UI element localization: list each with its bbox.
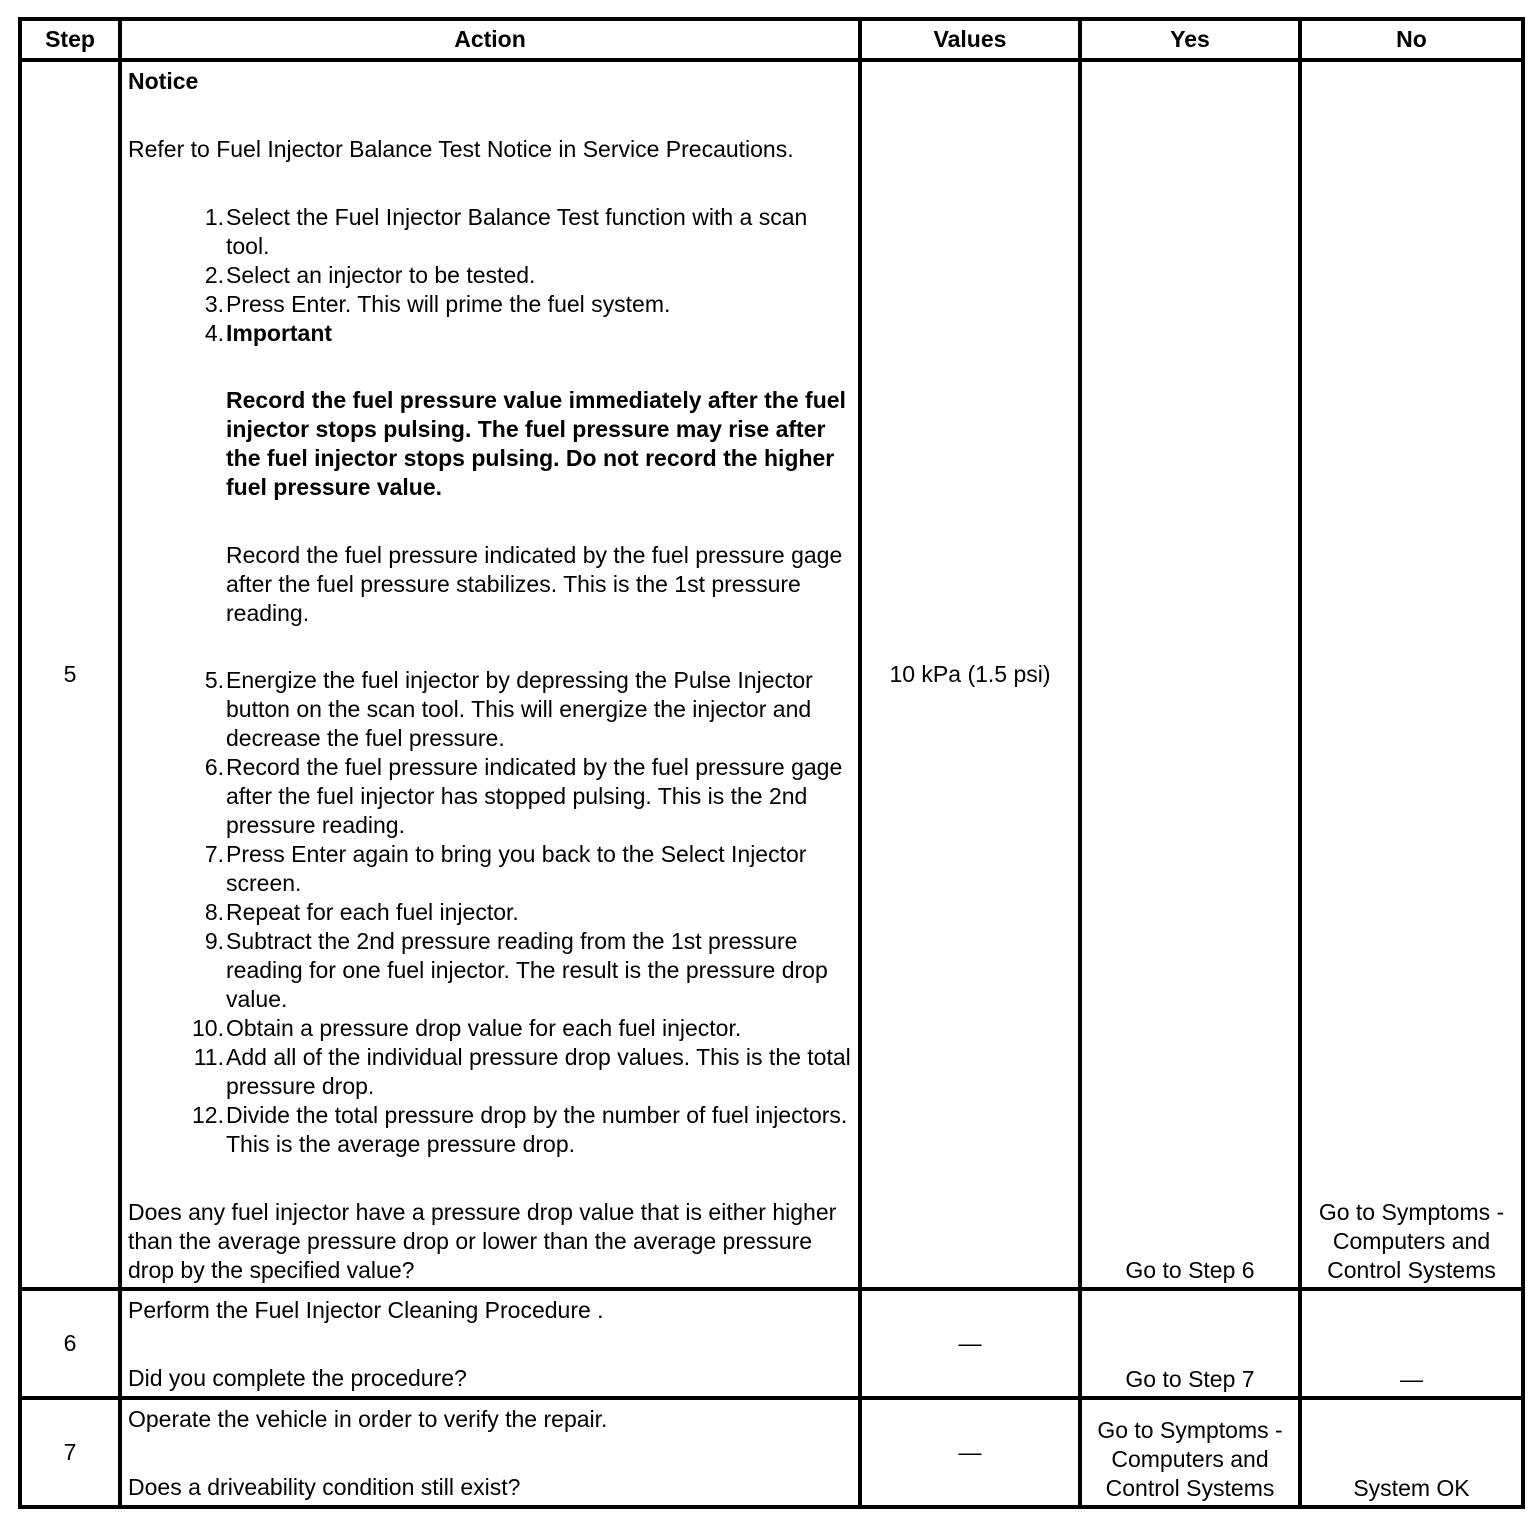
no-cell: System OK — [1300, 1398, 1523, 1507]
item-number: 7. — [204, 841, 224, 867]
table-row-step-6 — [20, 1289, 1523, 1398]
item-text: Obtain a pressure drop value for each fuel injector. — [226, 1015, 742, 1041]
list-item — [128, 1101, 852, 1159]
values-cell: 10 kPa (1.5 psi) — [860, 60, 1080, 1289]
action-text: Operate the vehicle in order to verify the repair. — [128, 1406, 608, 1432]
item-number: 3. — [204, 291, 224, 317]
header-values: Values — [860, 19, 1080, 60]
list-item — [128, 840, 852, 898]
list-item — [128, 898, 852, 927]
notice-text: Refer to Fuel Injector Balance Test Notice in Service Precautions. — [128, 136, 794, 162]
diagnostic-table — [18, 17, 1525, 1509]
item-number: 4. — [204, 320, 224, 346]
yes-cell: Go to Step 6 — [1080, 60, 1300, 1289]
item-number: 5. — [204, 667, 224, 693]
header-row — [20, 19, 1523, 60]
item-text: Divide the total pressure drop by the number of fuel injectors. This is the average pressure drop. — [226, 1102, 848, 1157]
table-row-step-5 — [20, 60, 1523, 1289]
no-cell: — — [1300, 1289, 1523, 1398]
item-number: 1. — [204, 204, 224, 230]
item-text: Press Enter. This will prime the fuel system. — [226, 291, 671, 317]
list-item — [128, 319, 852, 666]
list-item — [128, 1014, 852, 1043]
item-number: 6. — [204, 754, 224, 780]
list-item — [128, 927, 852, 1014]
item-number: 2. — [204, 262, 224, 288]
values-cell: — — [860, 1398, 1080, 1507]
yes-cell: Go to Step 7 — [1080, 1289, 1300, 1398]
item-text: Subtract the 2nd pressure reading from the 1st pressure reading for one fuel injector. The result is the pressure drop value. — [226, 928, 828, 1012]
item-text: Add all of the individual pressure drop values. This is the total pressure drop. — [226, 1044, 851, 1099]
question-text: Did you complete the procedure? — [128, 1365, 467, 1391]
item-text: Record the fuel pressure indicated by the fuel pressure gage after the fuel injector has stopped pulsing. This is the 2nd pressure reading. — [226, 754, 843, 838]
action-cell — [120, 1398, 860, 1507]
header-no: No — [1300, 19, 1523, 60]
item-number: 8. — [204, 899, 224, 925]
question-text: Does any fuel injector have a pressure drop value that is either higher than the average pressure drop or lower than the average pressure drop by the specified value? — [128, 1199, 837, 1283]
important-title: Important — [226, 320, 333, 346]
item-number: 11. — [193, 1044, 224, 1070]
important-text: Record the fuel pressure value immediately after the fuel injector stops pulsing. The fuel pressure may rise after the fuel injector stops pulsing. Do not record the higher fuel pressure value. — [226, 387, 846, 500]
item-number: 10. — [192, 1015, 224, 1041]
item-number: 12. — [192, 1102, 224, 1128]
notice-title: Notice — [128, 68, 199, 94]
item-text: Repeat for each fuel injector. — [226, 899, 519, 925]
list-item — [128, 261, 852, 290]
step-number: 6 — [20, 1289, 120, 1398]
procedure-list — [128, 203, 852, 1159]
item-number: 9. — [204, 928, 224, 954]
action-cell — [120, 1289, 860, 1398]
item-text: Press Enter again to bring you back to the Select Injector screen. — [226, 841, 807, 896]
list-item — [128, 666, 852, 753]
item-text-block — [226, 319, 852, 666]
list-item — [128, 290, 852, 319]
header-action: Action — [120, 19, 860, 60]
header-yes: Yes — [1080, 19, 1300, 60]
list-item — [128, 203, 852, 261]
step-number: 5 — [20, 60, 120, 1289]
header-step: Step — [20, 19, 120, 60]
list-item — [128, 753, 852, 840]
item-text: Record the fuel pressure indicated by the fuel pressure gage after the fuel pressure stabilizes. This is the 1st pressure reading. — [226, 542, 843, 626]
action-cell — [120, 60, 860, 1289]
item-text: Energize the fuel injector by depressing the Pulse Injector button on the scan tool. This will energize the injector and decrease the fuel pressure. — [226, 667, 813, 751]
yes-cell: Go to Symptoms - Computers and Control Systems — [1080, 1398, 1300, 1507]
values-cell: — — [860, 1289, 1080, 1398]
table-row-step-7 — [20, 1398, 1523, 1507]
step-number: 7 — [20, 1398, 120, 1507]
question-text: Does a driveability condition still exist? — [128, 1474, 521, 1500]
action-text: Perform the Fuel Injector Cleaning Procedure . — [128, 1297, 604, 1323]
item-text: Select the Fuel Injector Balance Test function with a scan tool. — [226, 204, 808, 259]
no-cell: Go to Symptoms - Computers and Control Systems — [1300, 60, 1523, 1289]
list-item — [128, 1043, 852, 1101]
item-text: Select an injector to be tested. — [226, 262, 536, 288]
